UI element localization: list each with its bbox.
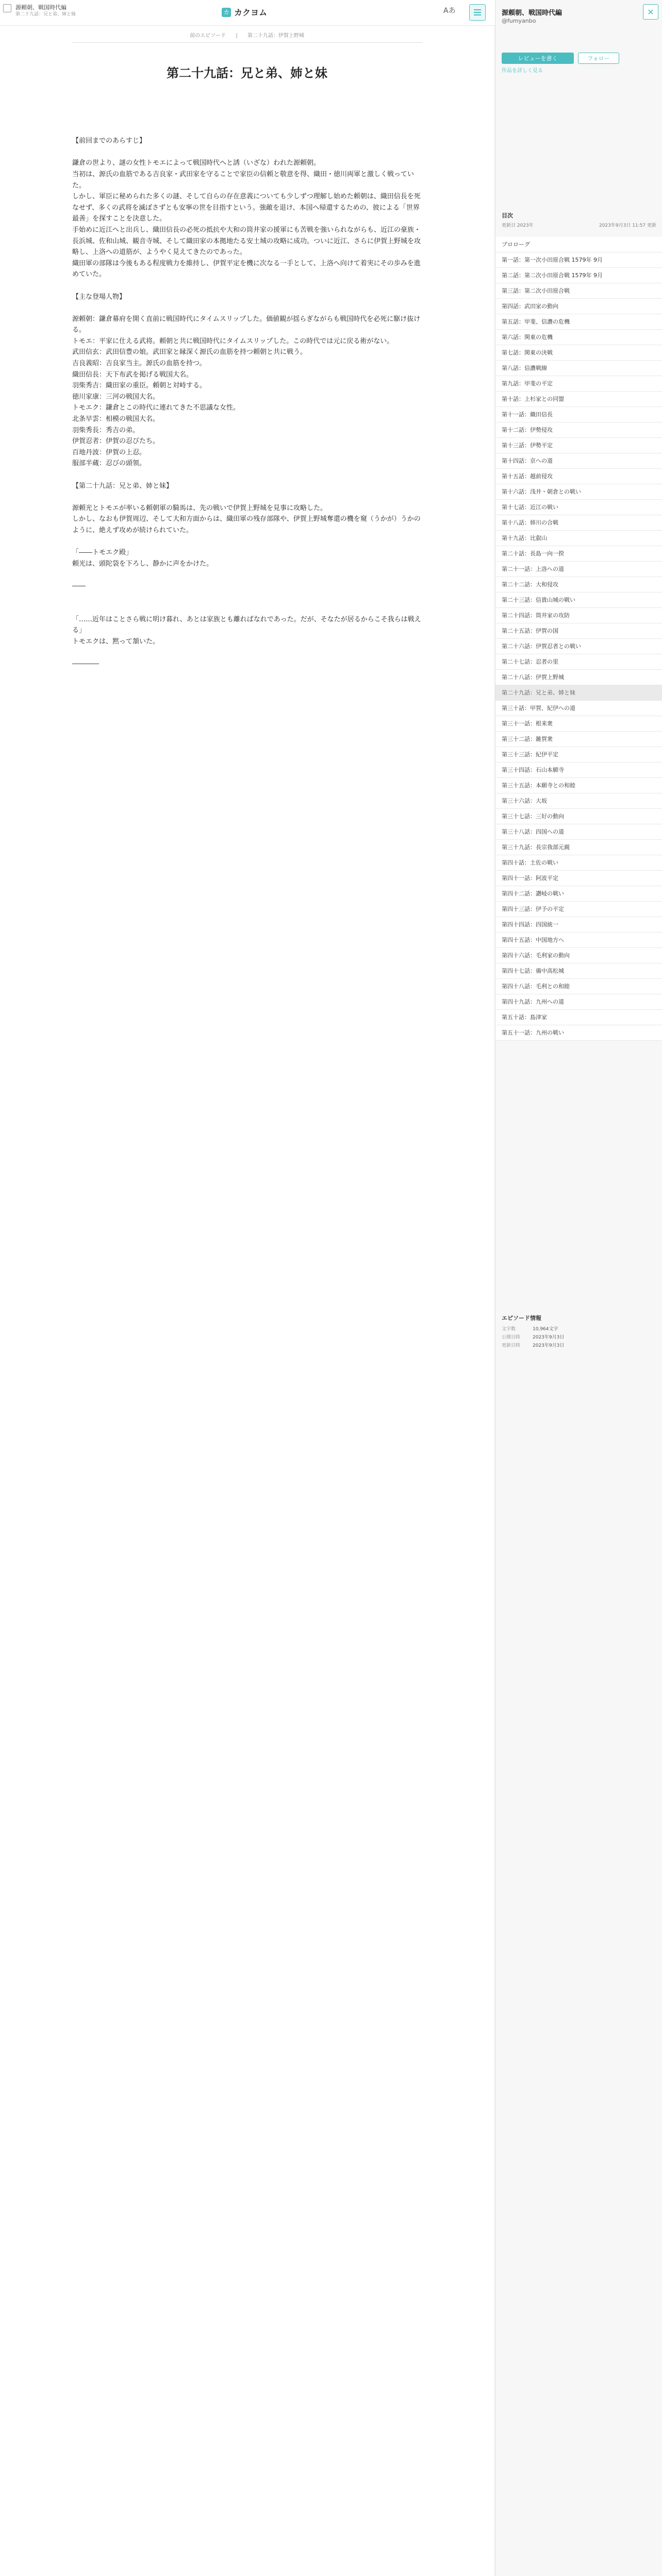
close-icon[interactable]: ✕ (643, 4, 658, 20)
toc-item[interactable]: 第二十九話：兄と弟、姉と妹 (495, 685, 662, 701)
toc-item[interactable]: 第二十六話：伊賀忍者との戦い (495, 639, 662, 654)
toc-item[interactable]: 第二十二話：大和侵攻 (495, 577, 662, 592)
episode-info-heading: エピソード情報 (502, 1315, 541, 1321)
toc-item[interactable]: 第十二話：伊勢侵攻 (495, 422, 662, 438)
sidebar-work-title[interactable]: 源頼朝、戦国時代編 (502, 9, 562, 17)
toc-item[interactable]: 第二十四話：筒井家の攻防 (495, 608, 662, 623)
toc-item[interactable]: 第七話：関東の決戦 (495, 345, 662, 361)
toc-item[interactable]: 第十五話：越前侵攻 (495, 469, 662, 484)
episode-body (72, 113, 423, 692)
toc-item[interactable]: 第四十二話：讃岐の戦い (495, 886, 662, 902)
breadcrumb: 前のエピソード | 第二十九話：伊賀上野城 (190, 33, 304, 39)
info-value: 2023年9月3日 (533, 1335, 565, 1340)
write-review-button[interactable]: レビューを書く (502, 53, 574, 64)
toc-item[interactable]: 第三十一話：根来衆 (495, 716, 662, 732)
info-row (502, 1342, 656, 1350)
prev-episode-link[interactable]: 前のエピソード (190, 33, 226, 39)
header-episode-title: 第二十九話：兄と弟、姉と妹 (15, 12, 76, 17)
episode-title: 第二十九話：兄と弟、姉と妹 (167, 65, 327, 80)
toc-item[interactable]: 第五十一話：九州の戦い (495, 1025, 662, 1041)
toc-item[interactable]: 第四十一話：阿波平定 (495, 871, 662, 886)
header-work-title[interactable]: 源頼朝、戦国時代編 (15, 4, 67, 11)
toc-meta-left: 更新日 2023年 (502, 223, 534, 228)
toc-item[interactable]: 第十八話：姉川の合戦 (495, 515, 662, 531)
work-details-link[interactable]: 作品を詳しく見る (502, 68, 543, 74)
toc-item[interactable]: 第三十二話：雑賀衆 (495, 732, 662, 747)
toc-item[interactable]: 第三十八話：四国への道 (495, 824, 662, 840)
kakuyomu-logo-icon: カ (222, 8, 231, 17)
header-bar (0, 0, 495, 26)
episode-info-table (502, 1325, 656, 1350)
toc-item[interactable]: 第四話：武田家の動向 (495, 299, 662, 314)
header-actions (443, 5, 456, 15)
toc-item[interactable]: 第三十四話：石山本願寺 (495, 762, 662, 778)
sidebar-author[interactable]: @fumyanbo (502, 18, 536, 24)
episode-body-tail: 「……近年はことさら戦に明け暮れ、あとは家族とも離ればなれであった。だが、そなたが居るからこそ我らは戦える」 トモエクは、黙って頷いた。 ―――― (72, 615, 421, 668)
toc-item[interactable]: 第二十八話：伊賀上野城 (495, 670, 662, 685)
toc-item[interactable]: 第十四話：京への道 (495, 453, 662, 469)
toc-item[interactable]: 第三話：第二次小田原合戦 (495, 283, 662, 299)
toc-item[interactable]: 第三十話：甲賀、紀伊への道 (495, 701, 662, 716)
toc-heading: 目次 (502, 212, 513, 219)
toc-meta-right: 2023年9月3日 11:57 更新 (599, 223, 656, 228)
toc-item[interactable]: 第三十五話：本願寺との和睦 (495, 778, 662, 793)
toc-item[interactable]: 第二十五話：伊賀の国 (495, 623, 662, 639)
toc-item[interactable]: 第四十八話：毛利との和睦 (495, 979, 662, 994)
menu-icon (474, 9, 481, 10)
toc-item[interactable]: 第一話：第一次小田原合戦 1579年 9月 (495, 252, 662, 268)
toc-item[interactable]: 第十一話：織田信長 (495, 407, 662, 422)
toc-item[interactable]: 第四十三話：伊予の平定 (495, 902, 662, 917)
toc-item[interactable]: 第四十四話：四国統一 (495, 917, 662, 933)
text-settings-icon[interactable]: Aあ (443, 7, 456, 15)
toc-item[interactable]: 第二十一話：上洛への道 (495, 562, 662, 577)
toc-meta (502, 222, 656, 228)
toc-item[interactable]: 第十九話：比叡山 (495, 531, 662, 546)
site-home-icon[interactable] (3, 4, 11, 12)
toc-item[interactable]: 第二十三話：信貴山城の戦い (495, 592, 662, 608)
toc-item[interactable]: 第三十三話：紀伊平定 (495, 747, 662, 762)
info-row (502, 1333, 656, 1342)
info-row (502, 1325, 656, 1333)
info-key: 公開日時 (502, 1335, 521, 1340)
toc-item[interactable]: 第二十話：長島一向一揆 (495, 546, 662, 562)
toc-item[interactable]: 第十七話：近江の戦い (495, 500, 662, 515)
toc-item[interactable]: 第十六話：浅井・朝倉との戦い (495, 484, 662, 500)
toc-item[interactable]: 第四十六話：毛利家の動向 (495, 948, 662, 963)
toc-item[interactable]: 第十三話：伊勢平定 (495, 438, 662, 453)
toc-item[interactable]: 第九話：甲斐の平定 (495, 376, 662, 392)
toc-item[interactable]: 第四十九話：九州への道 (495, 994, 662, 1010)
site-logo[interactable] (222, 6, 267, 18)
breadcrumb-current[interactable]: 第二十九話：伊賀上野城 (247, 33, 304, 39)
toc-item[interactable]: 第三十九話：長宗我部元親 (495, 840, 662, 855)
toc-list (495, 237, 662, 1041)
follow-button[interactable]: フォロー (578, 53, 619, 64)
toc-item[interactable]: 第四十話：土佐の戦い (495, 855, 662, 871)
toc-item[interactable]: 第八話：信濃戦線 (495, 361, 662, 376)
info-key: 更新日時 (502, 1343, 521, 1348)
toc-item[interactable]: プロローグ (495, 237, 662, 252)
toc-item[interactable]: 第六話：関東の危機 (495, 330, 662, 345)
toc-item[interactable]: 第四十五話：中国地方へ (495, 933, 662, 948)
info-value: 10,964文字 (533, 1327, 558, 1332)
info-value: 2023年9月3日 (533, 1343, 565, 1348)
episode-main (0, 26, 494, 2576)
episode-body-text: 【前回までのあらすじ】 鎌倉の世より、謎の女性トモエによって戦国時代へと誘（いざな）われた源頼朝。 当初は、源氏の血筋である吉良家・武田家を守ることで家臣の信頼と敬意を得、織田・徳川両軍と激しく戦っていた。 しかし、軍臣に秘められた多くの謎、そして自らの存在意義についても少しずつ理解し始めた頼朝は、織田信長を死なせず、多くの武将を滅ぼさずとも安寧の世を目指すという。強敵を退け、本国へ帰還するための、彼による「世界最善」を探すことを決意した。 手始めに近江へと出兵し、織田信長の必死の抵抗や大和の筒井家の援軍にも苦戦を強いられながらも、近江の豪族・長浜城、佐和山城、観音寺城、そして織田家の本拠地たる安土城の攻略に成功。ついに近江、さらに伊賀上野城を攻略し、上洛への道筋が、ようやく見えてきたのであった。 織田軍の部隊は今後もある程度戦力を維持し、伊賀平定を機に次なる一手として、上洛へ向けて着実にその歩みを進めていた。 【主な登場人物】 源頼朝：鎌倉幕府を開く直前に戦国時代にタイムスリップした。価値観が揺らぎながらも戦国時代を必死に駆け抜ける。 トモエ：平家に仕える武将。頼朝と共に戦国時代にタイムスリップした。この時代では元に戻る術がない。 武田信玄：武田信豊の娘。武田家と縁深く源氏の血筋を持つ頼朝と共に戦う。 吉良義昭：吉良家当主。源氏の血筋を持つ。 織田信長：天下布武を掲げる戦国大名。 羽柴秀吉：織田家の重臣。頼朝と対峙する。 徳川家康：三河の戦国大名。 トモエク：鎌倉とこの時代に連れてきた不思議な女性。 北条早雲：相模の戦国大名。 羽柴秀長：秀吉の弟。 伊賀忍者：伊賀の忍びたち。 百地丹波：伊賀の上忍。 服部半蔵：忍びの頭領。 【第二十九話：兄と弟、姉と妹】 源頼光とトモエが率いる頼朝軍の騎馬は、先の戦いで伊賀上野城を見事に攻略した。 しかし、なおも伊賀周辺、そして大和方面からは、織田軍の残存部隊や、伊賀上野城奪還の機を窺（うかが）うかのように、絶えず攻めが続けられていた。 「――トモエク殿」 頼光は、頭陀袋を下ろし、静かに声をかけた。 ―― (72, 137, 421, 590)
toc-item[interactable]: 第五十話：島津家 (495, 1010, 662, 1025)
menu-button[interactable] (469, 4, 486, 21)
sidebar (495, 0, 662, 2576)
toc-item[interactable]: 第二十七話：忍者の里 (495, 654, 662, 670)
info-key: 文字数 (502, 1327, 516, 1332)
toc-item[interactable]: 第三十六話：大坂 (495, 793, 662, 809)
toc-item[interactable]: 第三十七話：三好の動向 (495, 809, 662, 824)
site-name: カクヨム (234, 8, 268, 18)
toc-item[interactable]: 第四十七話：備中高松城 (495, 963, 662, 979)
toc-item[interactable]: 第十話：上杉家との同盟 (495, 392, 662, 407)
toc-item[interactable]: 第二話：第二次小田原合戦 1579年 9月 (495, 268, 662, 283)
divider (72, 42, 423, 43)
toc-item[interactable]: 第五話：甲斐、信濃の危機 (495, 314, 662, 330)
